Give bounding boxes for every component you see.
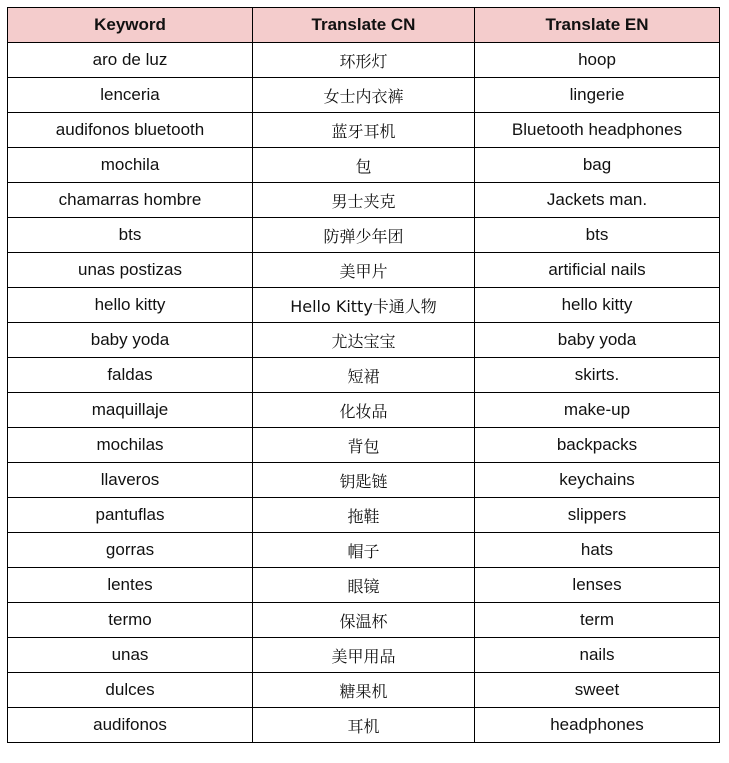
keyword-cell: bts xyxy=(8,218,253,253)
translate-cn-cell: 女士内衣裤 xyxy=(253,78,475,113)
translate-en-cell: backpacks xyxy=(475,428,720,463)
table-row xyxy=(8,323,720,358)
translate-en-cell: make-up xyxy=(475,393,720,428)
translate-en-cell: artificial nails xyxy=(475,253,720,288)
keyword-cell: baby yoda xyxy=(8,323,253,358)
translate-en-cell: hoop xyxy=(475,43,720,78)
keyword-cell: maquillaje xyxy=(8,393,253,428)
translate-en-cell: bag xyxy=(475,148,720,183)
translate-en-cell: headphones xyxy=(475,708,720,743)
translate-en-cell: lingerie xyxy=(475,78,720,113)
translate-en-cell: Jackets man. xyxy=(475,183,720,218)
table-row xyxy=(8,148,720,183)
translate-cn-cell: 防弹少年团 xyxy=(253,218,475,253)
table-row xyxy=(8,253,720,288)
keyword-cell: unas xyxy=(8,638,253,673)
table-row xyxy=(8,498,720,533)
keyword-cell: unas postizas xyxy=(8,253,253,288)
translate-cn-cell: 化妆品 xyxy=(253,393,475,428)
keyword-cell: audifonos xyxy=(8,708,253,743)
translate-cn-cell: 短裙 xyxy=(253,358,475,393)
translate-en-cell: slippers xyxy=(475,498,720,533)
translate-cn-cell: Hello Kitty卡通人物 xyxy=(253,288,475,323)
translate-cn-cell: 拖鞋 xyxy=(253,498,475,533)
keyword-cell: aro de luz xyxy=(8,43,253,78)
table-row xyxy=(8,708,720,743)
translate-en-cell: skirts. xyxy=(475,358,720,393)
translate-cn-cell: 蓝牙耳机 xyxy=(253,113,475,148)
translate-cn-cell: 眼镜 xyxy=(253,568,475,603)
table-row xyxy=(8,78,720,113)
keyword-cell: lenceria xyxy=(8,78,253,113)
header-row xyxy=(8,8,720,43)
translate-en-cell: sweet xyxy=(475,673,720,708)
keyword-cell: gorras xyxy=(8,533,253,568)
translate-cn-cell: 尤达宝宝 xyxy=(253,323,475,358)
table-row xyxy=(8,113,720,148)
table-row xyxy=(8,393,720,428)
table-row xyxy=(8,183,720,218)
translate-cn-cell: 钥匙链 xyxy=(253,463,475,498)
table-row xyxy=(8,463,720,498)
keyword-translation-table-wrapper xyxy=(7,7,720,743)
header-keyword: Keyword xyxy=(8,8,253,43)
table-row xyxy=(8,428,720,463)
translate-en-cell: term xyxy=(475,603,720,638)
keyword-cell: pantuflas xyxy=(8,498,253,533)
translate-cn-cell: 男士夹克 xyxy=(253,183,475,218)
table-row xyxy=(8,358,720,393)
translate-en-cell: lenses xyxy=(475,568,720,603)
keyword-cell: mochilas xyxy=(8,428,253,463)
table-row xyxy=(8,533,720,568)
table-row xyxy=(8,673,720,708)
header-translate-cn: Translate CN xyxy=(253,8,475,43)
keyword-cell: lentes xyxy=(8,568,253,603)
keyword-cell: llaveros xyxy=(8,463,253,498)
table-row xyxy=(8,218,720,253)
table-row xyxy=(8,43,720,78)
translate-en-cell: bts xyxy=(475,218,720,253)
header-translate-en: Translate EN xyxy=(475,8,720,43)
table-row xyxy=(8,638,720,673)
translate-cn-cell: 保温杯 xyxy=(253,603,475,638)
table-row xyxy=(8,568,720,603)
translate-cn-cell: 糖果机 xyxy=(253,673,475,708)
translate-en-cell: hats xyxy=(475,533,720,568)
table-row xyxy=(8,288,720,323)
translate-en-cell: baby yoda xyxy=(475,323,720,358)
keyword-cell: audifonos bluetooth xyxy=(8,113,253,148)
translate-cn-cell: 环形灯 xyxy=(253,43,475,78)
translate-cn-cell: 美甲用品 xyxy=(253,638,475,673)
translate-cn-cell: 美甲片 xyxy=(253,253,475,288)
translate-cn-cell: 包 xyxy=(253,148,475,183)
keyword-cell: hello kitty xyxy=(8,288,253,323)
translate-en-cell: hello kitty xyxy=(475,288,720,323)
translate-cn-cell: 帽子 xyxy=(253,533,475,568)
translate-en-cell: nails xyxy=(475,638,720,673)
translate-en-cell: Bluetooth headphones xyxy=(475,113,720,148)
keyword-cell: faldas xyxy=(8,358,253,393)
translate-cn-cell: 背包 xyxy=(253,428,475,463)
keyword-cell: termo xyxy=(8,603,253,638)
keyword-cell: dulces xyxy=(8,673,253,708)
translate-cn-cell: 耳机 xyxy=(253,708,475,743)
table-row xyxy=(8,603,720,638)
keyword-translation-table xyxy=(7,7,720,743)
keyword-cell: chamarras hombre xyxy=(8,183,253,218)
keyword-cell: mochila xyxy=(8,148,253,183)
translate-en-cell: keychains xyxy=(475,463,720,498)
